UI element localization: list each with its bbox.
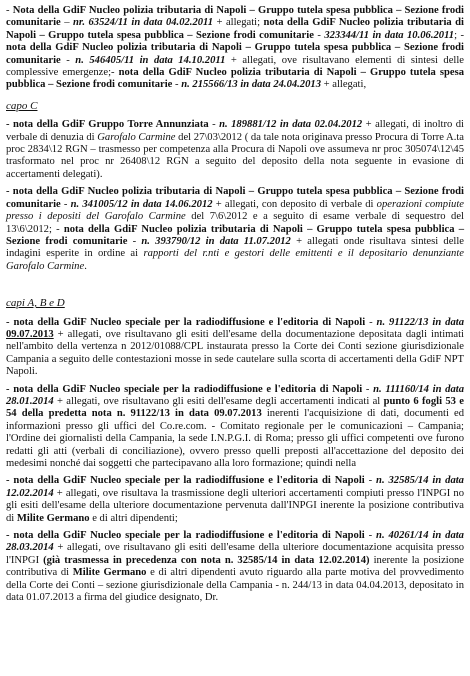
text-run: n. 40261/14 in data 28.03.2014 [6,530,464,554]
text-run: nota della GdiF Nucleo polizia tributaria di Napoli – Gruppo tutela spesa pubblica – Sezione frodi comunitarie [6,17,464,41]
text-run: - nota della GdiF Nucleo polizia tributaria di Napoli – Gruppo tutela spesa pubblica – Sezione frodi comunitarie [6,186,464,210]
text-run: operazioni compiute presso i depositi del Garofalo Carmine [6,198,464,223]
text-run: - [313,29,325,41]
note-paragraph [6,317,464,379]
text-run: punto 6 fogli 53 e 54 della predetta nota n. 91122/13 in data 09.07.2013 [6,395,464,420]
text-run: - [365,316,377,328]
section-capo-c [6,119,464,273]
note-paragraph [6,530,464,604]
text-run: . [84,260,87,272]
text-run: Nota della GdiF Nucleo polizia tributaria di Napoli – Gruppo tutela spesa pubblica – Sezione frodi comunitarie [6,5,464,29]
text-run: nr. 63524/11 in data 04.02.2011 [72,17,214,29]
text-run: - [364,530,377,542]
text-run: nota della GdiF Nucleo polizia tributaria di Napoli – Gruppo tutela spesa pubblica – Sezione frodi comunitarie [6,67,464,91]
text-run: – [60,17,73,29]
text-run: - nota della GdiF Nucleo speciale per la radiodiffusione e l'editoria di Napoli [6,383,363,395]
section-capi-a-b-d [6,317,464,605]
text-run: + allegati, ove risultava la trasmissione degli ulteriori accertamenti compiuti presso l'INPGI no gli esiti dell'esame della ulteriore documentazione pervenuta dall'INPGI inerente la posizione contributiva di [6,487,464,524]
text-run: inerente la posizione contributiva di [6,554,465,579]
note-paragraph [6,475,464,525]
text-run: + allegati, ove risultavano gli esiti dell'esame della documentazione depositata dagli intimati nell'ambito della vertenza n 2012/01088/CPL instaurata presso la Corte dei Conti sezione giurisdizionale Campania a seguito delle contestazioni mosse in sede cautelare sulla scorta di accertamenti della GdiF NPT Napoli. [6,328,464,378]
note-paragraph [6,384,464,471]
text-run: inerenti l'acquisizione di dati, documenti ed informazioni presso gli uffici del Co.re.com. - Comitato regionale per le comunicazioni – Campania; l'Ordine dei giornalisti della Campania, la sede I.N.P.G.I. di Roma; presso gli uffici competenti ove furono redatti gli atti (verbali di conciliazione), ovvero presso quelli preposti all'accettazione del deposito dei medesimi nonché dai soggetti che partecipavano alla loro formazione; quindi nella [6,408,464,469]
text-run: - [172,79,182,91]
text-run: n. 189881/12 in data 02.04.2012 [219,119,363,131]
text-run: n. 393790/12 in data 11.07.2012 [141,235,291,247]
text-run: - [362,383,374,395]
text-run: - [60,54,76,66]
text-run: del 7\6\2012 e a seguito di esame verbale di sequestro del 13\6\2012; - [6,211,464,235]
heading-capo-c: capo C [6,99,38,112]
text-run: + allegati onde risultava sintesi delle indagini esperite in ordine ai [6,235,464,260]
text-run: - nota della GdiF Gruppo Torre Annunziata [6,119,209,131]
text-run: del 27\03\2012 ( da tale nota originava presso Procura di Torre A.ta proc 2834\12 RGN – trasmesso per competenza alla Procura di Napoli ove assumeva nr proc 305074\12\45 trasformato nel proc nr 26408\12 RGN a seguito del deposito della nota seguente in evasione di accertamenti delegati). [6,131,464,180]
text-run: nota della GdiF Nucleo polizia tributaria di Napoli – Gruppo tutela spesa pubblica – Sezione frodi comunitarie [6,42,464,66]
text-run: nota della GdiF Nucleo polizia tributaria di Napoli – Gruppo tutela spesa pubblica – Sezione frodi comunitarie [6,223,464,247]
text-run: Garofalo Carmine [97,131,176,143]
text-run: ; - [454,29,465,41]
text-run: n. 91122/13 in data [376,316,464,328]
note-paragraph [6,119,464,181]
section-notes-intro [6,5,464,92]
text-run: - nota della GdiF Nucleo speciale per la radiodiffusione e l'editoria di Napoli [6,316,366,328]
text-run: e di altri dipendenti avuto riguardo alla parte motiva del provvedimento della Corte dei Conti – sezione giurisdizionale della Campania - n. 244/13 in data 04.04.2013, depositato in data 01.07.2013 a firma del giudice designato, Dr. [6,567,464,604]
text-run: e di altri dipendenti; [89,512,178,524]
text-run: n. 32585/14 in data 12.02.2014 [6,475,464,499]
text-run: + allegati, ove risultavano gli esiti dell'esame degli accertamenti indicati al [53,395,384,407]
text-run: (già trasmessa in precedenza con nota n. 32585/14 in data 12.02.2014) [43,554,370,566]
text-run: - [60,198,71,210]
text-run: 09.07.2013 [6,328,54,340]
text-run: + allegati, di inoltro di verbale di denuzia di [6,119,464,143]
text-run: n. 341005/12 in data 14.06.2012 [70,198,213,210]
text-run: n. 111160/14 in data 28.01.2014 [6,383,465,407]
text-run: 323344/11 in data 10.06.2011 [324,29,455,41]
text-run: rapporti del r.nti e gestori delle emittenti e il depositario denunziante Garofalo Carmine [6,248,464,272]
text-run: - nota della GdiF Nucleo speciale per la radiodiffusione e l'editoria di Napoli [6,475,365,487]
text-run: + allegati, ove risultavano gli esiti dell'esame della ulteriore documentazione acquisita presso l'INPGI [6,542,464,566]
note-paragraph [6,5,464,92]
text-run: + allegati, [321,79,367,91]
text-run: - [6,5,13,16]
text-run: - [127,235,142,247]
note-paragraph [6,186,464,273]
text-run: + allegati, ove risultavano elementi di sintesi delle complessive emergenze;- [6,54,465,79]
text-run: - nota della GdiF Nucleo speciale per la radiodiffusione e l'editoria di Napoli [6,530,365,542]
text-run: + allegati; [213,17,264,29]
heading-capi-a-b-d: capi A, B e D [6,297,65,310]
text-run: - [364,475,377,487]
text-run: - [208,119,220,131]
text-run: Milite Germano [72,567,147,579]
text-run: n. 215566/13 in data 24.04.2013 [181,79,321,91]
text-run: Milite Germano [16,512,90,524]
text-run: n. 546405/11 in data 14.10.2011 [75,54,226,66]
text-run: + allegati, con deposito di verbale di [212,198,377,210]
